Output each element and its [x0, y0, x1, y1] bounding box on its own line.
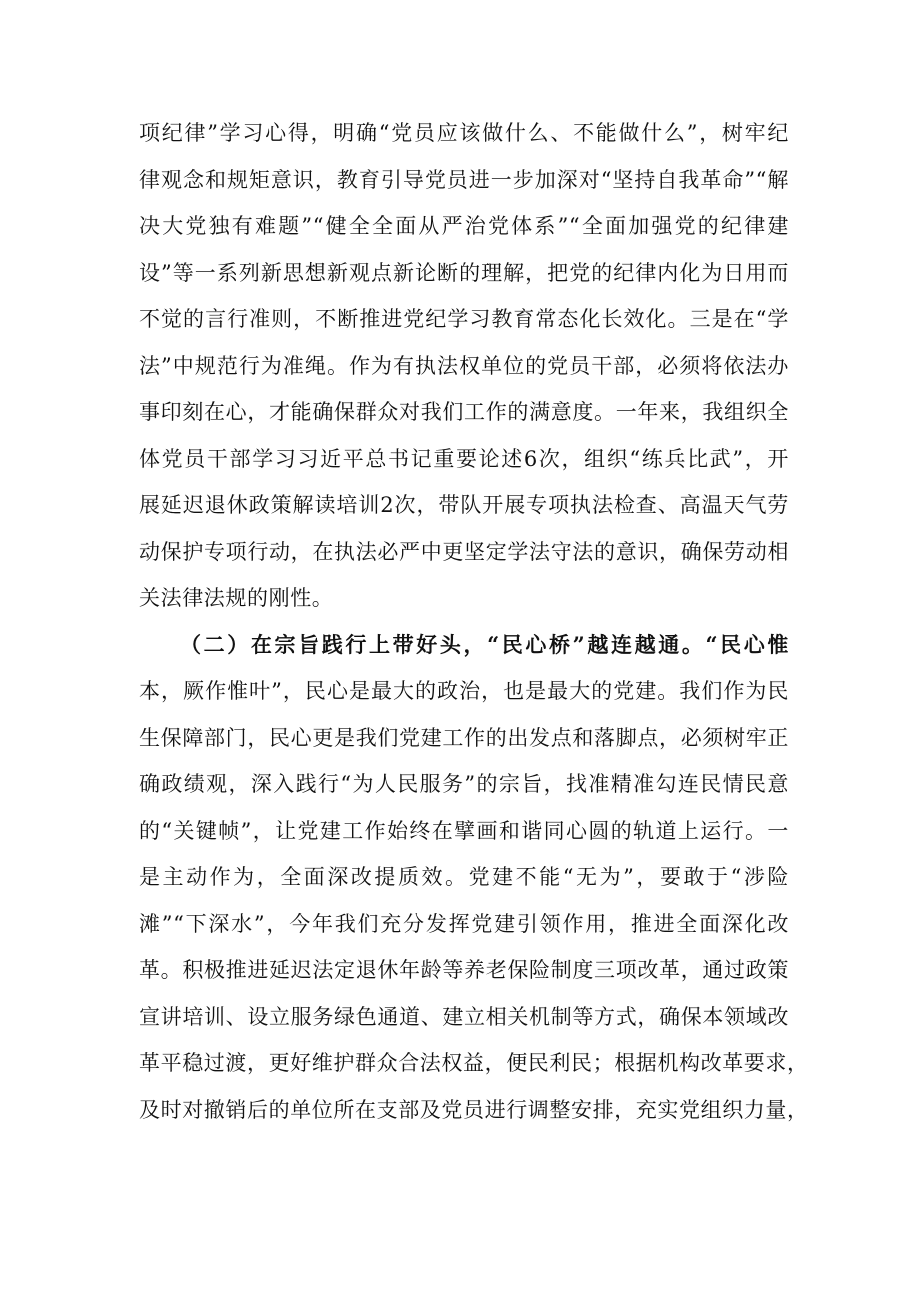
text-line-11: 关法律法规的刚性。: [139, 586, 334, 610]
text-line-17: 滩”“下深水”，今年我们充分发挥党建引领作用，推进全面深化改: [139, 911, 789, 936]
text-line-8: 体党员干部学习习近平总书记重要论述6次，组织“练兵比武”，开: [139, 446, 789, 471]
text-line-14: 确政绩观，深入践行“为人民服务”的宗旨，找准精准勾连民情民意: [139, 772, 789, 796]
text-line-12: 本，厥作惟叶”，民心是最大的政治，也是最大的党建。我们作为民: [139, 679, 789, 703]
text-line-3: 决大党独有难题”“健全全面从严治党体系”“全面加强党的纪律建: [139, 214, 789, 238]
text-line-2: 律观念和规矩意识，教育引导党员进一步加深对“坚持自我革命”“解: [139, 167, 789, 192]
text-line-21: 及时对撤销后的单位所在支部及党员进行调整安排，充实党组织力量，: [139, 1097, 809, 1122]
text-line-4: 设”等一系列新思想新观点新论断的理解，把党的纪律内化为日用而: [139, 260, 789, 285]
text-line-5: 不觉的言行准则，不断推进党纪学习教育常态化长效化。三是在“学: [139, 307, 789, 331]
text-line-15: 的“关键帧”，让党建工作始终在擘画和谐同心圆的轨道上运行。一: [139, 818, 789, 843]
text-line-19: 宣讲培训、设立服务绿色通道、建立相关机制等方式，确保本领域改: [139, 1004, 789, 1029]
text-line-9: 展延迟退休政策解读培训2次，带队开展专项执法检查、高温天气劳: [139, 493, 789, 517]
section-heading: （二）在宗旨践行上带好头，“民心桥”越连越通。“民心惟: [180, 631, 789, 657]
text-line-1: 项纪律”学习心得，明确“党员应该做什么、不能做什么”，树牢纪: [139, 121, 789, 145]
text-line-18: 革。积极推进延迟法定退休年龄等养老保险制度三项改革，通过政策: [139, 958, 789, 982]
text-line-20: 革平稳过渡，更好维护群众合法权益，便民利民；根据机构改革要求，: [139, 1051, 809, 1075]
text-line-16: 是主动作为，全面深改提质效。党建不能“无为”，要敢于“涉险: [139, 865, 789, 889]
body-text: [139, 110, 809, 1133]
text-line-6: 法”中规范行为准绳。作为有执法权单位的党员干部，必须将依法办: [139, 353, 789, 378]
text-line-10: 动保护专项行动，在执法必严中更坚定学法守法的意识，确保劳动相: [139, 539, 789, 564]
text-line-13: 生保障部门，民心更是我们党建工作的出发点和落脚点，必须树牢正: [139, 725, 789, 750]
text-line-7: 事印刻在心，才能确保群众对我们工作的满意度。一年来，我组织全: [139, 400, 789, 424]
